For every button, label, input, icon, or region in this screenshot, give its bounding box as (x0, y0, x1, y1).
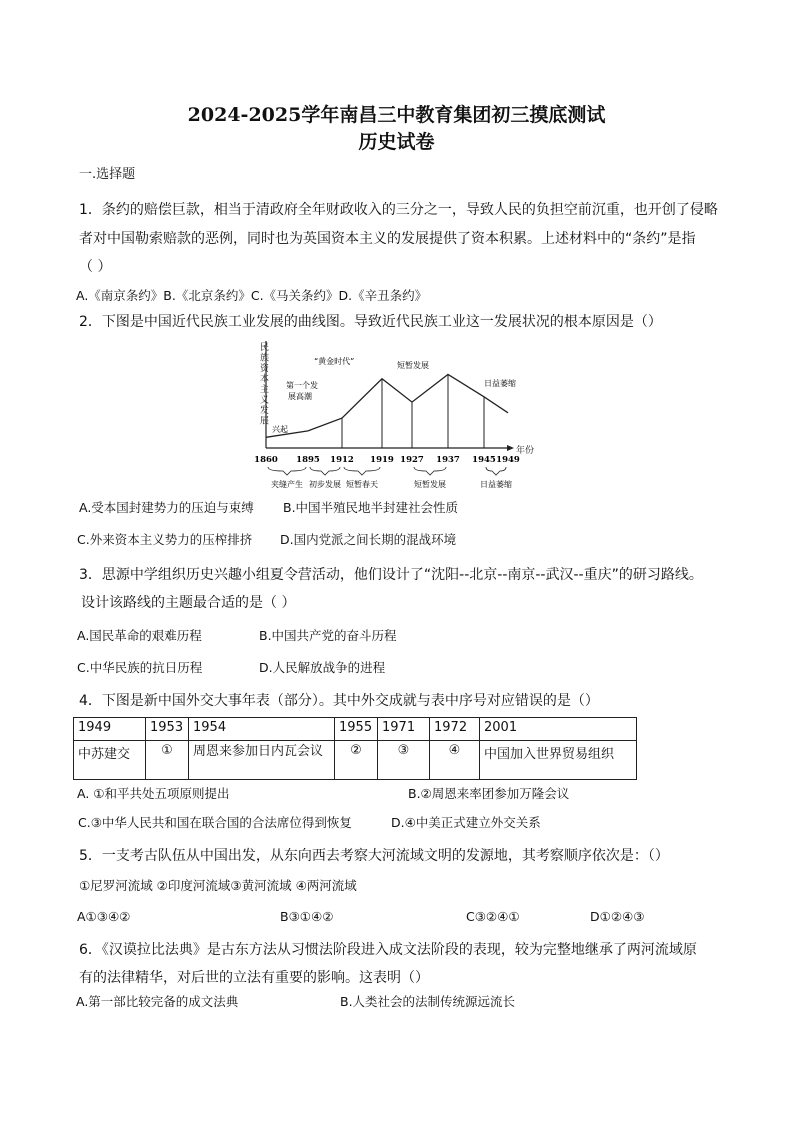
q5-stem: 5．一支考古队伍从中国出发，从东向西去考察大河流域文明的发源地，其考察顺序依次是：（） (79, 848, 669, 864)
period-label: 短暂春天 (346, 480, 378, 489)
table-cell: 1972 (430, 718, 480, 741)
chart-annotation: “黄金时代” (314, 357, 355, 366)
q4-stem: 4．下图是新中国外交大事年表（部分）。其中外交成就与表中序号对应错误的是（） (79, 693, 599, 709)
q5-option-c: C③②④① (466, 909, 520, 924)
table-cell: 1954 (189, 718, 335, 741)
period-label: 短暂发展 (414, 480, 446, 489)
table-cell: 1955 (335, 718, 378, 741)
x-axis-arrow (507, 445, 514, 451)
x-tick-label: 1912 (330, 455, 354, 465)
table-cell: 中国加入世界贸易组织 (480, 741, 637, 780)
chart-annotation: 日益萎缩 (484, 379, 516, 388)
q3-line1: 3．思源中学组织历史兴趣小组夏令营活动，他们设计了“沈阳--北京--南京--武汉--重庆”的研习路线。 (79, 567, 703, 583)
table-cell: 周恩来参加日内瓦会议 (189, 741, 335, 780)
period-brace (344, 467, 380, 475)
x-tick-label: 1937 (436, 455, 460, 465)
chart-annotation: 第一个发展高潮 (286, 381, 318, 401)
period-brace (268, 467, 306, 475)
q5-option-a: A①③④② (77, 909, 131, 924)
table-cell: 中苏建交 (74, 741, 146, 780)
q1-options: A.《南京条约》B.《北京条约》C.《马关条约》D.《辛丑条约》 (76, 288, 428, 303)
x-tick-label: 1895 (296, 455, 320, 465)
industry-chart (252, 336, 535, 496)
q6-option-a: A.第一部比较完备的成文法典 (76, 994, 239, 1009)
q3-option-d: D.人民解放战争的进程 (259, 660, 386, 675)
period-label: 日益萎缩 (480, 480, 512, 489)
chart-annotation: 兴起 (272, 425, 288, 434)
table-cell: ② (335, 741, 378, 780)
period-brace (486, 467, 506, 475)
period-label: 夹缝产生 (271, 480, 303, 489)
q1-line3: （ ） (79, 259, 112, 275)
q2-option-a: A.受本国封建势力的压迫与束缚 (79, 500, 254, 515)
q3-option-a: A.国民革命的艰难历程 (77, 628, 202, 643)
q3-option-b: B.中国共产党的奋斗历程 (259, 628, 397, 643)
table-cell: 2001 (480, 718, 637, 741)
q3-line2: 设计该路线的主题最合适的是（ ） (81, 595, 296, 611)
period-brace (310, 467, 340, 475)
page-title: 2024-2025学年南昌三中教育集团初三摸底测试 (187, 104, 606, 126)
x-tick-label: 1927 (400, 455, 424, 465)
period-brace (414, 467, 446, 475)
q2-option-c: C.外来资本主义势力的压榨排挤 (77, 532, 253, 547)
q1-line2: 者对中国勒索赔款的恶例，同时也为英国资本主义的发展提供了资本积累。上述材料中的“条约”是指 (79, 231, 696, 247)
q4-option-c: C.③中华人民共和国在联合国的合法席位得到恢复 (78, 815, 352, 830)
x-tick-label: 1945 (472, 455, 496, 465)
q6-line1: 6．《汉谟拉比法典》是古东方法从习惯法阶段进入成文法阶段的表现，较为完整地继承了两河流域原 (79, 942, 697, 958)
table-cell: ① (146, 741, 189, 780)
table-cell: 1949 (74, 718, 146, 741)
q6-line2: 有的法律精华，对后世的立法有重要的影响。这表明（） (79, 970, 429, 986)
chart-xlabel: 年份 (516, 446, 535, 456)
table-cell: 1953 (146, 718, 189, 741)
q2-option-d: D.国内党派之间长期的混战环境 (280, 532, 457, 547)
q4-option-b: B.②周恩来率团参加万隆会议 (408, 786, 570, 801)
chart-annotation: 短暂发展 (397, 361, 429, 370)
q4-option-d: D.④中美正式建立外交关系 (391, 815, 541, 830)
q1-line1: 1．条约的赔偿巨款，相当于清政府全年财政收入的三分之一，导致人民的负担空前沉重，也开创了侵略 (79, 202, 718, 218)
table-cell: 1971 (378, 718, 430, 741)
q6-option-b: B.人类社会的法制传统源远流长 (340, 994, 516, 1009)
q5-option-b: B③①④② (280, 909, 334, 924)
q4-option-a: A. ①和平共处五项原则提出 (77, 786, 230, 801)
chart-ylabel: 民族资本主义发展 (260, 343, 270, 427)
q2-option-b: B.中国半殖民地半封建社会性质 (283, 500, 459, 515)
section-heading: 一.选择题 (79, 167, 136, 182)
q5-option-d: D①②④③ (590, 909, 645, 924)
period-label: 初步发展 (309, 480, 341, 489)
table-cell: ③ (378, 741, 430, 780)
page-subtitle: 历史试卷 (358, 131, 435, 153)
diplomacy-table (73, 717, 637, 780)
x-tick-label: 1860 (254, 455, 278, 465)
q2-stem: 2．下图是中国近代民族工业发展的曲线图。导致近代民族工业这一发展状况的根本原因是（） (79, 314, 662, 330)
table-row-events (74, 741, 637, 780)
q3-option-c: C.中华民族的抗日历程 (77, 660, 203, 675)
table-cell: ④ (430, 741, 480, 780)
table-row-years (74, 718, 637, 741)
x-tick-label: 1949 (496, 455, 520, 465)
q5-items: ①尼罗河流域 ②印度河流域③黄河流域 ④两河流域 (79, 878, 357, 893)
x-tick-label: 1919 (370, 455, 394, 465)
